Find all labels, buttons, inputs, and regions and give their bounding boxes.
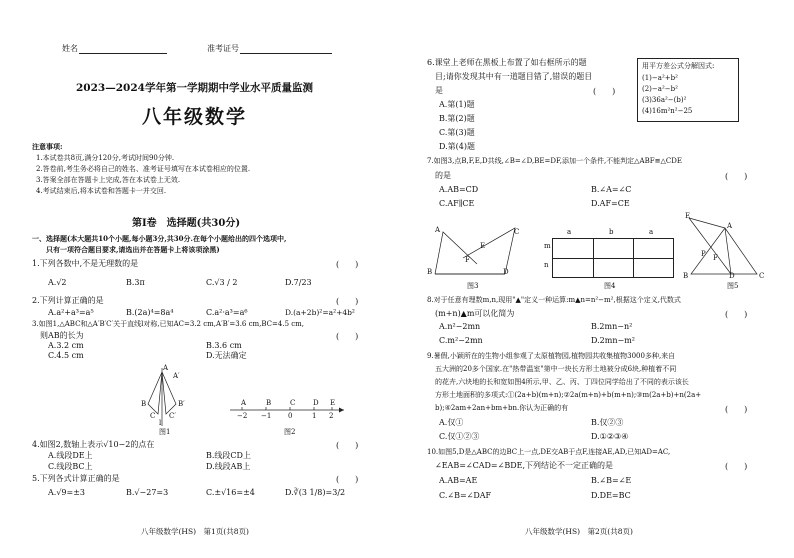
fig1-label-B-prime: B′	[178, 400, 185, 408]
q8-line2: (m+n)▲m可以化简为	[435, 309, 515, 318]
fig2-tick-label: −1	[261, 412, 272, 420]
fig3-label: D	[503, 268, 509, 276]
q10-answer-paren: ( )	[725, 462, 748, 471]
q4-option-a: A.线段DE上	[48, 451, 93, 460]
right-page	[397, 0, 794, 558]
fig5-label: B	[683, 272, 689, 280]
q6-box-item: (3)36a²−(b)²	[642, 96, 687, 104]
ticket-field	[207, 44, 332, 54]
q5-option-d: D.∛(3 1/8)=3/2	[285, 488, 346, 497]
fig5-label: F	[713, 254, 718, 262]
q7-answer-paren: ( )	[725, 172, 748, 181]
q9-answer-paren: ( )	[725, 405, 748, 414]
fig1-label-l: l	[159, 419, 162, 427]
q6-box-title: 用平方差公式分解因式:	[642, 62, 715, 70]
fig3-label: B	[427, 268, 433, 276]
q10-line1: 10.如图5,D是△ABC的边BC上一点,DE交AB于点F,连接AE,AD,已知AD=AC,	[427, 448, 671, 456]
note-item: 3.答案全部在答题卡上完成,答在本试卷上无效.	[36, 176, 181, 184]
fig3-caption: 图3	[467, 282, 479, 290]
q8-option-d: D.2mn−m²	[591, 336, 635, 345]
q8-option-c: C.m²−2mn	[439, 336, 483, 345]
q4-option-d: D.线段AB上	[206, 462, 251, 471]
q3-option-c: C.4.5 cm	[48, 351, 84, 360]
fig1-caption: 图1	[159, 428, 171, 436]
q7-line2: 的是	[435, 171, 451, 180]
q2-answer-paren: ( )	[336, 297, 359, 306]
q6-option-d: D.第(4)题	[439, 142, 476, 151]
fig5-caption: 图5	[727, 282, 739, 290]
q10-option-b: B.∠B=∠E	[591, 476, 632, 485]
fig2-tick-label: 2	[329, 412, 334, 420]
q5-option-c: C.±√16=±4	[206, 488, 255, 497]
name-field	[62, 44, 167, 54]
q6-option-b: B.第(2)题	[439, 114, 475, 123]
fig2-point-C: C	[290, 399, 296, 407]
fig2-tick-label: −2	[237, 412, 248, 420]
q2-option-c: C.a²·a³=a⁶	[206, 308, 248, 317]
section-intro-2: 只有一项符合题目要求,请选出并在答题卡上将该项涂黑)	[46, 245, 220, 254]
q8-line1: 8.对于任意有理数m,n,现用"▲"定义一种运算:m▲n=n²−m²,根据这个定义,代数式	[427, 296, 681, 304]
fig2-point-E: E	[330, 399, 336, 407]
fig5-label: C	[759, 272, 765, 280]
q9-line1: 9.暑假,小颖所在的生物小组参观了太原植物园,植物园共收集植物3000多种,来自	[427, 352, 676, 360]
fig2-point-A: A	[241, 399, 247, 407]
q9-line3: 的花卉,六块地的长和宽如图4所示,甲、乙、丙、丁四位同学给出了不同的表示该长	[435, 378, 689, 386]
fig1-label-C-prime: C′	[169, 412, 176, 420]
fig2-point-D: D	[313, 399, 319, 407]
q7-line1: 7.如图3,点B,F,E,D共线,∠B=∠D,BE=DF,添加一个条件,不能判定△ABF≌△CDE	[427, 157, 682, 165]
q7-option-b: B.∠A=∠C	[591, 185, 632, 194]
subject-title: 八年级数学	[142, 106, 248, 128]
note-item: 1.本试卷共8页,满分120分,考试时间90分钟.	[36, 154, 175, 162]
fig3-label: A	[435, 226, 441, 234]
page-footer: 八年级数学(HS) 第1页(共8页)	[141, 527, 249, 536]
q6-line2: 目;请你发现其中有一道题目错了,错误的题目	[435, 72, 593, 81]
page-footer: 八年级数学(HS) 第2页(共8页)	[525, 527, 633, 536]
q10-option-c: C.∠B=∠DAF	[439, 491, 492, 500]
name-label: 姓名	[62, 44, 78, 53]
fig3-label: E	[480, 242, 486, 250]
q1-option-c: C.√3 / 2	[206, 278, 238, 287]
q10-option-d: D.DE=BC	[591, 491, 631, 500]
fig1-label-A-prime: A′	[173, 372, 180, 380]
note-item: 2.答卷前,考生务必将自己的姓名、准考证号填写在本试卷相应的位置.	[36, 165, 251, 173]
q1-option-d: D.7/23	[285, 278, 312, 287]
fig4-label-b: b	[609, 228, 614, 236]
part1-heading: 第Ⅰ卷 选择题(共30分)	[132, 218, 241, 229]
q3-option-b: B.3.6 cm	[206, 341, 242, 350]
q10-line2: ∠EAB=∠CAD=∠BDE,下列结论不一定正确的是	[435, 461, 613, 470]
q9-option-b: B.仅②③	[591, 418, 624, 427]
fig5-line-ed	[689, 218, 731, 274]
q3-line2: 则AB的长为	[40, 331, 84, 340]
q8-answer-paren: ( )	[725, 310, 748, 319]
fig5-label: A	[727, 222, 733, 230]
q5-answer-paren: ( )	[336, 475, 359, 484]
fig1-label-B: B	[141, 400, 147, 408]
q6-answer-paren: ( )	[593, 87, 616, 96]
fig4-label-a: a	[567, 228, 572, 236]
q10-option-a: A.AB=AE	[439, 476, 478, 485]
q5-option-a: A.√9=±3	[48, 488, 86, 497]
q9-line2: 五大洲的20多个国家.在"热带温室"第中一块长方形土地被分成6块,种植着不同	[435, 365, 677, 373]
q9-line4: 方形土地面积的多项式:①(2a+b)(m+n);②2a(m+n)+b(m+n);③m(2a+b)+n(2a+	[435, 391, 702, 399]
fig3-triangle-abf	[435, 232, 477, 274]
fig4-label-n: n	[544, 261, 549, 269]
q1-stem: 1.下列各数中,不是无理数的是	[32, 259, 139, 268]
q5-stem: 5.下列各式计算正确的是	[32, 474, 120, 483]
q2-option-d: D.(a+2b)²=a²+4b²	[285, 308, 355, 317]
fig2-caption: 图2	[284, 428, 296, 436]
figure-5-diagram	[683, 214, 767, 282]
q3-option-d: D.无法确定	[206, 351, 247, 360]
triangle-abc	[148, 372, 162, 414]
section-intro-1: 一、选择题(本大题共10个小题,每小题3分,共30分.在每个小题给出的四个选项中,	[32, 234, 287, 243]
notes-heading: 注意事项:	[32, 142, 63, 151]
q6-problem-box	[637, 58, 739, 122]
q3-answer-paren: ( )	[336, 332, 359, 341]
fig5-label: E	[685, 212, 691, 220]
figure-4-grid	[552, 238, 674, 278]
ticket-underline	[240, 44, 332, 54]
fig4-label-m: m	[544, 242, 551, 250]
q1-option-a: A.√2	[48, 278, 67, 287]
q2-option-a: A.a²+a³=a⁵	[48, 308, 94, 317]
q7-option-a: A.AB=CD	[439, 185, 479, 194]
q6-box-item: (1)−a²+b²	[642, 74, 678, 82]
fig5-label: D	[729, 272, 735, 280]
q9-line5: b);④2am+2an+bm+bn.你认为正确的有	[435, 404, 569, 412]
q9-option-d: D.①②③④	[591, 432, 629, 441]
q1-answer-paren: ( )	[336, 260, 359, 269]
q4-answer-paren: ( )	[336, 441, 359, 450]
q2-option-b: B.(2a)⁴=8a⁴	[126, 308, 174, 317]
fig5-label: P	[701, 250, 706, 258]
q9-option-a: A.仅①	[439, 418, 464, 427]
fig4-caption: 图4	[604, 282, 616, 290]
fig3-label: F	[465, 256, 470, 264]
fig3-label: C	[514, 228, 520, 236]
q7-option-c: C.AF∥CE	[439, 199, 475, 208]
q8-option-a: A.n²−2mn	[439, 322, 481, 331]
q9-option-c: C.仅①②③	[439, 432, 480, 441]
fig2-tick-label: 0	[288, 412, 293, 420]
q6-box-item: (4)16m²n²−25	[642, 107, 693, 115]
q2-stem: 2.下列计算正确的是	[32, 296, 104, 305]
name-underline	[79, 44, 167, 54]
q4-option-c: C.线段BC上	[48, 462, 93, 471]
fig2-tick-label: 1	[312, 412, 317, 420]
arrow-right-icon	[339, 408, 344, 413]
q4-stem: 4.如图2,数轴上表示√10−2的点在	[32, 440, 155, 449]
q6-option-c: C.第(3)题	[439, 128, 475, 137]
exam-title: 2023—2024学年第一学期期中学业水平质量监测	[76, 82, 313, 94]
q6-line3: 是	[435, 86, 443, 95]
ticket-label: 准考证号	[207, 44, 239, 53]
q5-option-b: B.√−27=3	[126, 488, 169, 497]
q6-option-a: A.第(1)题	[439, 100, 475, 109]
fig1-label-C: C	[150, 412, 156, 420]
fig5-line-ae	[689, 218, 725, 228]
q4-option-b: B.线段CD上	[206, 451, 251, 460]
q8-option-b: B.2mn−n²	[591, 322, 633, 331]
q3-line1: 3.如图1,△ABC和△A′B′C′关于直线l对称,已知AC=3.2 cm,A′B′=3.6 cm,BC=4.5 cm,	[32, 320, 305, 328]
q1-option-b: B.3π	[126, 278, 145, 287]
q3-option-a: A.3.2 cm	[48, 341, 84, 350]
fig1-label-A: A	[163, 364, 169, 372]
fig4-label-a: a	[649, 228, 654, 236]
q7-option-d: D.AF=CE	[591, 199, 630, 208]
note-item: 4.考试结束后,将本试卷和答题卡一并交回.	[36, 187, 167, 195]
fig2-point-B: B	[266, 399, 272, 407]
q6-line1: 6.课堂上老师在黑板上布置了如右框所示的题	[427, 58, 587, 67]
q6-box-item: (2)−a²−b²	[642, 85, 678, 93]
